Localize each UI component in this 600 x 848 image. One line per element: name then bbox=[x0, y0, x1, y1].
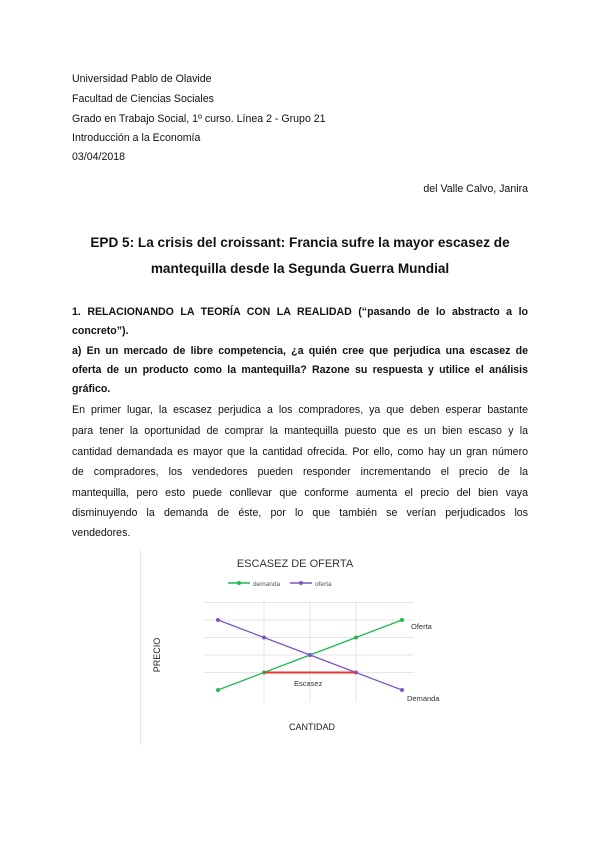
document-date: 03/04/2018 bbox=[72, 151, 126, 163]
degree-info: Grado en Trabajo Social, 1º curso. Línea 2 - Grupo 21 bbox=[72, 113, 326, 125]
data-point-demanda bbox=[400, 618, 404, 622]
data-point-oferta bbox=[216, 618, 220, 622]
question-line-1: a) En un mercado de libre competencia, ¿a quién cree que perjudica una escasez de bbox=[72, 345, 528, 357]
document-title-line-1: EPD 5: La crisis del croissant: Francia sufre la mayor escasez de bbox=[90, 235, 510, 250]
shortage-label: Escasez bbox=[294, 679, 323, 688]
answer-line: de compradores, los vendedores pueden responder incrementando el precio de la bbox=[72, 466, 528, 478]
shortage-chart bbox=[140, 550, 460, 745]
legend-oferta-marker bbox=[299, 581, 303, 585]
legend-demanda-label: demanda bbox=[253, 581, 281, 588]
section-heading-line-2: concreto”). bbox=[72, 325, 129, 337]
data-point-oferta bbox=[400, 688, 404, 692]
data-point-demanda bbox=[216, 688, 220, 692]
document-title-line-2: mantequilla desde la Segunda Guerra Mundial bbox=[150, 261, 450, 276]
oferta-annotation: Oferta bbox=[411, 622, 432, 631]
legend-demanda-marker bbox=[237, 581, 241, 585]
question-line-2: oferta de un producto como la mantequilla? Razone su respuesta y utilice el análisis bbox=[72, 364, 528, 376]
y-axis-label: PRECIO bbox=[152, 637, 162, 673]
answer-line: disminuyendo la demanda de éste, por lo que también se verían perjudicados los bbox=[72, 507, 528, 519]
answer-line: En primer lugar, la escasez perjudica a los compradores, ya que deben esperar bastante bbox=[72, 404, 528, 416]
faculty-name: Facultad de Ciencias Sociales bbox=[72, 93, 214, 105]
x-axis-label: CANTIDAD bbox=[288, 722, 336, 732]
chart-title: ESCASEZ DE OFERTA bbox=[236, 558, 354, 570]
course-name: Introducción a la Economía bbox=[72, 132, 201, 144]
answer-line: mantequilla, pero esto puede conllevar que conforme aumenta el precio del bien vaya bbox=[72, 487, 528, 499]
section-heading-line-1: 1. RELACIONANDO LA TEORÍA CON LA REALIDAD (“pasando de lo abstracto a lo bbox=[72, 306, 528, 318]
chart-svg bbox=[140, 550, 460, 745]
answer-line: para tener la oportunidad de comprar la mantequilla puesto que es un bien escaso y la bbox=[72, 425, 528, 437]
answer-line: vendedores. bbox=[72, 527, 131, 539]
data-point-oferta bbox=[308, 653, 312, 657]
university-name: Universidad Pablo de Olavide bbox=[72, 73, 212, 85]
question-line-3: gráfico. bbox=[72, 383, 111, 395]
chart-legend bbox=[228, 581, 332, 588]
data-point-oferta bbox=[262, 636, 266, 640]
demanda-annotation: Demanda bbox=[407, 694, 440, 703]
data-point-demanda bbox=[354, 636, 358, 640]
author-name: del Valle Calvo, Janira bbox=[423, 183, 528, 195]
legend-oferta-label: oferta bbox=[315, 581, 332, 588]
answer-line: cantidad demandada es mayor que la cantidad ofrecida. Por ello, como hay un gran número bbox=[72, 446, 528, 458]
